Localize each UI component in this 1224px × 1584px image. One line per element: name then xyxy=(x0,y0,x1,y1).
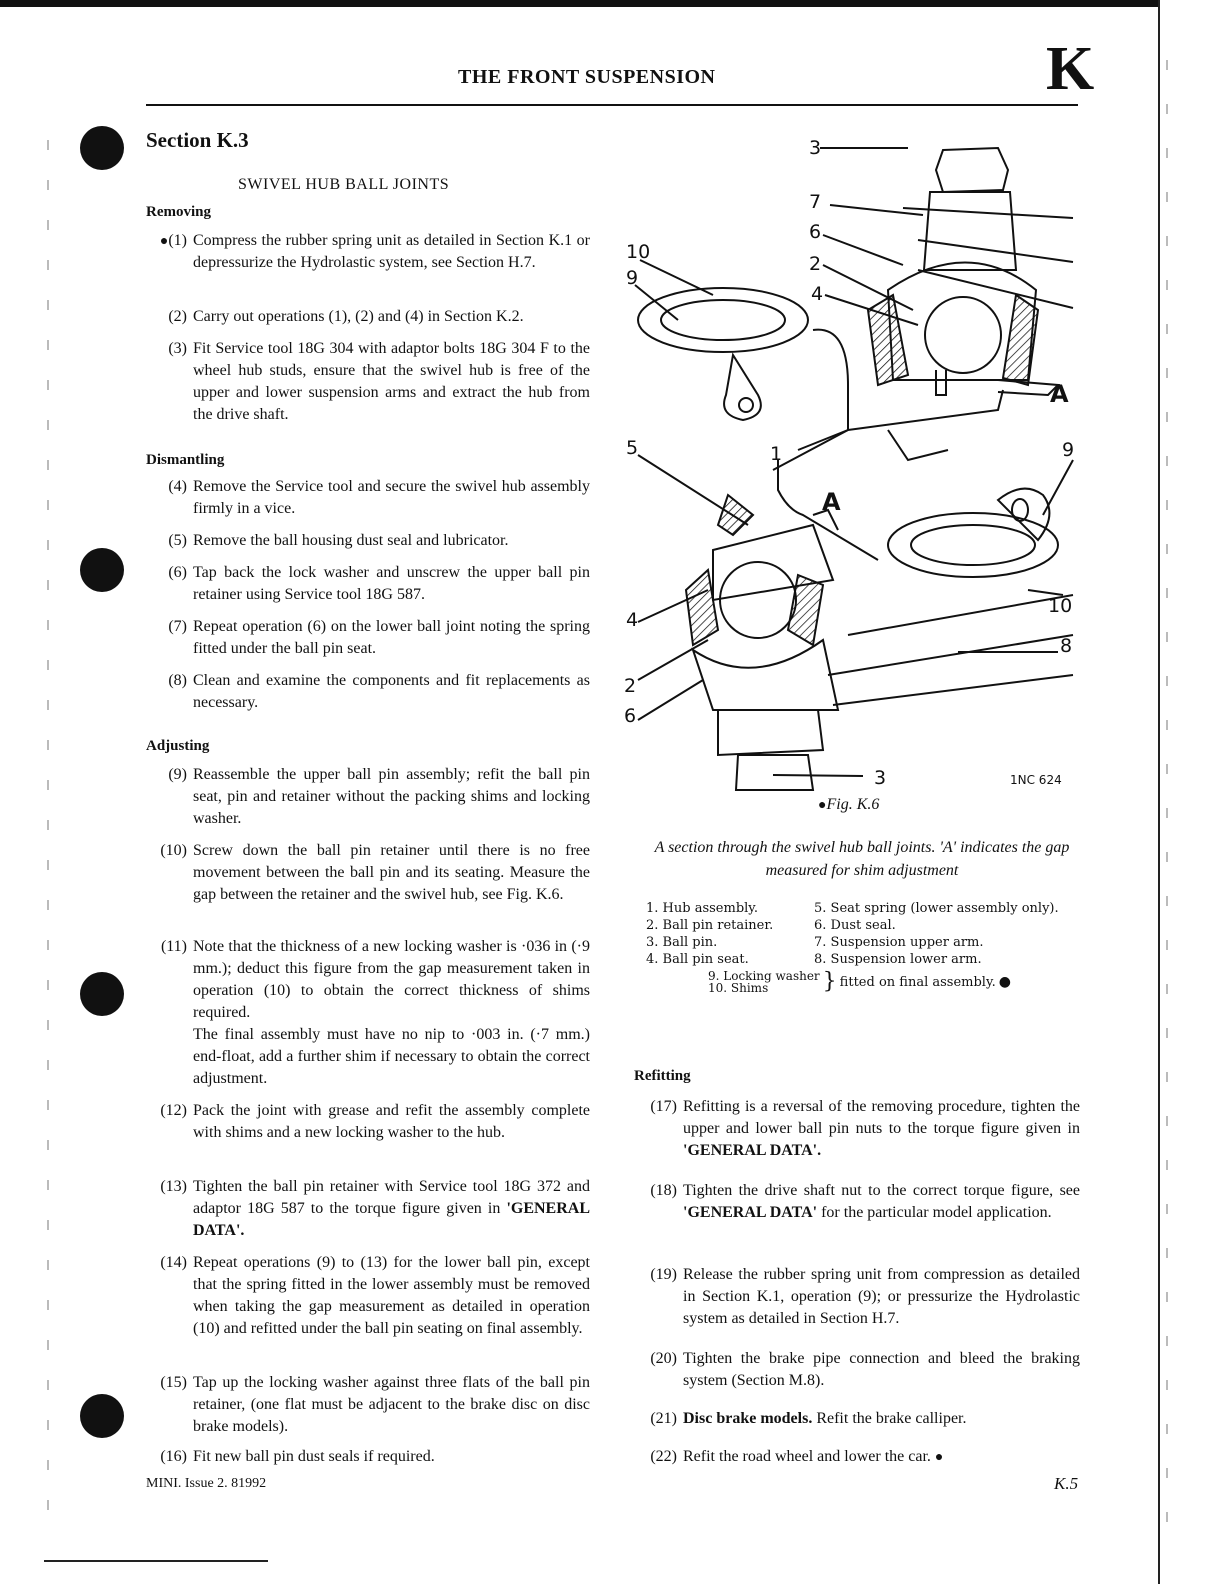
operation-text-continued: The final assembly must have no nip to ·003 in. (·7 mm.) end-float, add a further shim if necessary to obtain the correct adjustment. xyxy=(193,1026,590,1087)
operation-number: (19) xyxy=(650,1266,677,1283)
callout-3-upper: 3 xyxy=(809,137,822,159)
operation-number: (2) xyxy=(168,308,187,325)
operation-17 xyxy=(650,1096,1080,1162)
callout-9-left: 9 xyxy=(626,267,639,289)
callout-8: 8 xyxy=(1060,635,1073,657)
callout-3-lower: 3 xyxy=(874,767,887,789)
operation-text: Repeat operation (6) on the lower ball joint noting the spring fitted under the ball pin seat. xyxy=(193,618,590,657)
section-subtitle: SWIVEL HUB BALL JOINTS xyxy=(238,176,450,193)
general-data-ref: 'GENERAL DATA' xyxy=(683,1204,818,1221)
right-margin-marks xyxy=(1166,60,1168,1540)
gap-label-a-upper: A xyxy=(1050,380,1069,408)
left-locking-washer xyxy=(638,288,808,352)
legend-bottom-group xyxy=(708,970,1059,994)
legend-item: 3. Ball pin. xyxy=(646,935,718,950)
callout-6-upper: 6 xyxy=(809,221,822,243)
right-washer-tab xyxy=(998,489,1049,540)
change-bullet: ● xyxy=(934,1450,944,1465)
legend-brace: } xyxy=(822,969,837,994)
operation-text: Tighten the ball pin retainer with Service tool 18G 372 and adaptor 18G 587 to the torque figure given in 'GENERAL DATA'. xyxy=(193,1178,591,1239)
operation-number: (11) xyxy=(160,938,187,955)
operation-22 xyxy=(650,1446,1080,1469)
operation-9 xyxy=(168,764,590,830)
callout-10-right: 10 xyxy=(1048,595,1073,617)
change-marker-dot xyxy=(80,548,124,592)
operation-number: (22) xyxy=(650,1448,677,1465)
figure-caption: A section through the swivel hub ball joints. 'A' indicates the gap measured for shim adjustment xyxy=(654,839,1070,879)
swivel-hub-section-diagram xyxy=(618,130,1078,800)
operation-text: Pack the joint with grease and refit the assembly complete with shims and a new locking washer to the hub. xyxy=(193,1102,590,1141)
heading-dismantling: Dismantling xyxy=(146,452,225,468)
section-title: Section K.3 xyxy=(146,128,249,152)
legend-item: 5. Seat spring (lower assembly only). xyxy=(814,901,1059,916)
lower-arm-outline xyxy=(828,595,1073,705)
operation-text: Release the rubber spring unit from compression as detailed in Section K.1, operation (9); or pressurize the Hydrolastic system as detailed in Section H.7. xyxy=(683,1266,1080,1327)
operation-number: (5) xyxy=(168,532,187,549)
operation-number: (13) xyxy=(160,1178,187,1195)
operation-7 xyxy=(168,616,590,660)
operation-text: Note that the thickness of a new locking washer is ·036 in (·9 mm.); deduct this figure from the gap measurement taken in operation (10) to obtain the correct thickness of shims required. xyxy=(193,938,590,1021)
operation-8 xyxy=(168,670,590,714)
operation-text: Tighten the brake pipe connection and bleed the braking system (Section M.8). xyxy=(683,1350,1080,1389)
operation-text: Remove the Service tool and secure the swivel hub assembly firmly in a vice. xyxy=(193,478,590,517)
legend-item: 10. Shims xyxy=(708,981,769,995)
page-header: THE FRONT SUSPENSION xyxy=(458,66,716,88)
heading-adjusting: Adjusting xyxy=(146,738,210,754)
operation-text: Clean and examine the components and fit replacements as necessary. xyxy=(193,672,590,711)
callout-10-left: 10 xyxy=(626,241,651,263)
figure-label: ●Fig. K.6 xyxy=(818,796,880,813)
operation-19 xyxy=(650,1264,1080,1330)
operation-number: (10) xyxy=(160,842,187,859)
upper-lubricator xyxy=(936,370,946,395)
general-data-ref: 'GENERAL DATA'. xyxy=(683,1142,822,1159)
operation-number: (18) xyxy=(650,1182,677,1199)
heading-refitting: Refitting xyxy=(634,1068,691,1084)
operation-text: Tap back the lock washer and unscrew the upper ball pin retainer using Service tool 18G 587. xyxy=(193,564,590,603)
lower-dust-seal xyxy=(693,640,838,710)
upper-retainer-right xyxy=(1003,295,1038,385)
legend-item: 6. Dust seal. xyxy=(814,918,896,933)
operation-number: (14) xyxy=(160,1254,187,1271)
operation-text: Fit Service tool 18G 304 with adaptor bolts 18G 304 F to the wheel hub studs, ensure that the swivel hub is free of the upper and lower suspension arms and extract the hub from the drive shaft. xyxy=(193,340,590,423)
operation-text: Disc brake models. Refit the brake calliper. xyxy=(683,1410,967,1427)
right-locking-washer xyxy=(888,513,1058,577)
operation-text: Reassemble the upper ball pin assembly; refit the ball pin seat, pin and retainer without the packing shims and locking washer. xyxy=(193,766,590,827)
callout-2-upper: 2 xyxy=(809,253,822,275)
operation-number: (17) xyxy=(650,1098,677,1115)
upper-nut xyxy=(936,148,1008,192)
top-border xyxy=(0,0,1160,7)
change-bullet: ● xyxy=(998,973,1011,990)
page-number: K.5 xyxy=(1054,1474,1079,1493)
change-bullet: ● xyxy=(818,798,827,813)
operation-14 xyxy=(160,1252,590,1340)
operation-21 xyxy=(650,1408,1080,1430)
operation-text: Compress the rubber spring unit as detailed in Section K.1 or depressurize the Hydrolastic system, see Section H.7. xyxy=(193,232,590,271)
gap-a-upper xyxy=(998,380,1058,395)
operation-10 xyxy=(160,840,590,906)
callout-6-lower: 6 xyxy=(624,705,637,727)
change-marker-dot xyxy=(80,972,124,1016)
operation-number: (9) xyxy=(168,766,187,783)
legend-item: 1. Hub assembly. xyxy=(646,901,759,916)
operation-number: (20) xyxy=(650,1350,677,1367)
upper-pin-shank xyxy=(924,192,1016,270)
upper-retainer-left xyxy=(868,295,908,385)
operation-number: (16) xyxy=(160,1448,187,1465)
operation-11 xyxy=(160,936,590,1090)
operation-1 xyxy=(159,230,590,274)
section-letter: K xyxy=(1046,35,1095,103)
operation-3 xyxy=(168,338,590,426)
left-tab-hole xyxy=(739,398,753,412)
right-shim xyxy=(911,525,1035,565)
operation-number: (3) xyxy=(168,340,187,357)
legend-item: 8. Suspension lower arm. xyxy=(814,952,982,967)
operation-text: Refitting is a reversal of the removing procedure, tighten the upper and lower ball pin nuts to the torque figure given in 'GENERAL DATA'. xyxy=(683,1098,1080,1159)
upper-ball xyxy=(925,297,1001,373)
operation-15 xyxy=(160,1372,590,1438)
operation-2 xyxy=(168,306,590,328)
legend-item: 2. Ball pin retainer. xyxy=(646,918,774,933)
operation-number: (8) xyxy=(168,672,187,689)
operation-number: (4) xyxy=(168,478,187,495)
operation-number: (6) xyxy=(168,564,187,581)
right-border xyxy=(1158,0,1160,1584)
operation-text: Repeat operations (9) to (13) for the lower ball pin, except that the spring fitted in the lower assembly must be removed when taking the gap measurement as detailed in operation (10) and refitted under the ball pin seating on final assembly. xyxy=(193,1254,590,1337)
gap-label-a-lower: A xyxy=(822,488,841,516)
lower-nut xyxy=(736,755,813,790)
lower-ball xyxy=(720,562,796,638)
legend-item: 9. Locking washer xyxy=(708,969,820,983)
figure-reference-number: 1NC 624 xyxy=(1010,773,1062,787)
footer-issue: MINI. Issue 2. 81992 xyxy=(146,1476,267,1491)
left-shim xyxy=(661,300,785,340)
heading-removing: Removing xyxy=(146,204,211,220)
callout-4-lower: 4 xyxy=(626,609,639,631)
operation-number: (12) xyxy=(160,1102,187,1119)
left-margin-marks xyxy=(47,140,49,1540)
operation-text: Refit the road wheel and lower the car. ● xyxy=(683,1448,944,1465)
operation-16 xyxy=(160,1446,590,1468)
operation-text: Tap up the locking washer against three flats of the ball pin retainer, (one flat must be adjacent to the brake disc on disc brake models). xyxy=(193,1374,590,1435)
operation-4 xyxy=(168,476,590,520)
operation-12 xyxy=(160,1100,590,1144)
seat-spring xyxy=(718,495,753,535)
legend-bottom-note: fitted on final assembly. xyxy=(839,974,996,990)
disc-brake-label: Disc brake models. xyxy=(683,1410,813,1427)
operation-20 xyxy=(650,1348,1080,1392)
callout-7: 7 xyxy=(809,191,822,213)
callout-2-lower: 2 xyxy=(624,675,637,697)
operation-number: (15) xyxy=(160,1374,187,1391)
lower-pin-shank xyxy=(718,710,823,755)
change-bullet: ● xyxy=(159,234,169,249)
operation-number: (21) xyxy=(650,1410,677,1427)
callout-9-right: 9 xyxy=(1062,439,1075,461)
callout-leader-lines xyxy=(635,148,1073,776)
legend-bottom-items xyxy=(708,970,820,994)
operation-text: Remove the ball housing dust seal and lubricator. xyxy=(193,532,509,549)
operation-number: (7) xyxy=(168,618,187,635)
legend-item: 7. Suspension upper arm. xyxy=(814,935,984,950)
legend-item: 4. Ball pin seat. xyxy=(646,952,749,967)
general-data-ref: 'GENERAL DATA'. xyxy=(193,1200,591,1239)
operation-text: Carry out operations (1), (2) and (4) in Section K.2. xyxy=(193,308,524,325)
operation-text: Screw down the ball pin retainer until there is no free movement between the ball pin and its seating. Measure the gap between the retainer and the swivel hub, see Fig. K.6. xyxy=(193,842,590,903)
operation-6 xyxy=(168,562,590,606)
callout-5: 5 xyxy=(626,437,639,459)
change-marker-dot xyxy=(80,126,124,170)
callout-1: 1 xyxy=(770,443,783,465)
operation-13 xyxy=(160,1176,591,1242)
header-rule xyxy=(146,104,1078,106)
operation-number: ●(1) xyxy=(159,232,187,249)
figure-legend xyxy=(646,900,1059,994)
operation-text: Tighten the drive shaft nut to the correct torque figure, see 'GENERAL DATA' for the particular model application. xyxy=(683,1182,1080,1221)
operation-text: Fit new ball pin dust seals if required. xyxy=(193,1448,435,1465)
callout-4-upper: 4 xyxy=(811,283,824,305)
operation-18 xyxy=(650,1180,1080,1224)
operation-5 xyxy=(168,530,590,552)
change-marker-dot xyxy=(80,1394,124,1438)
bottom-rule xyxy=(44,1560,268,1562)
